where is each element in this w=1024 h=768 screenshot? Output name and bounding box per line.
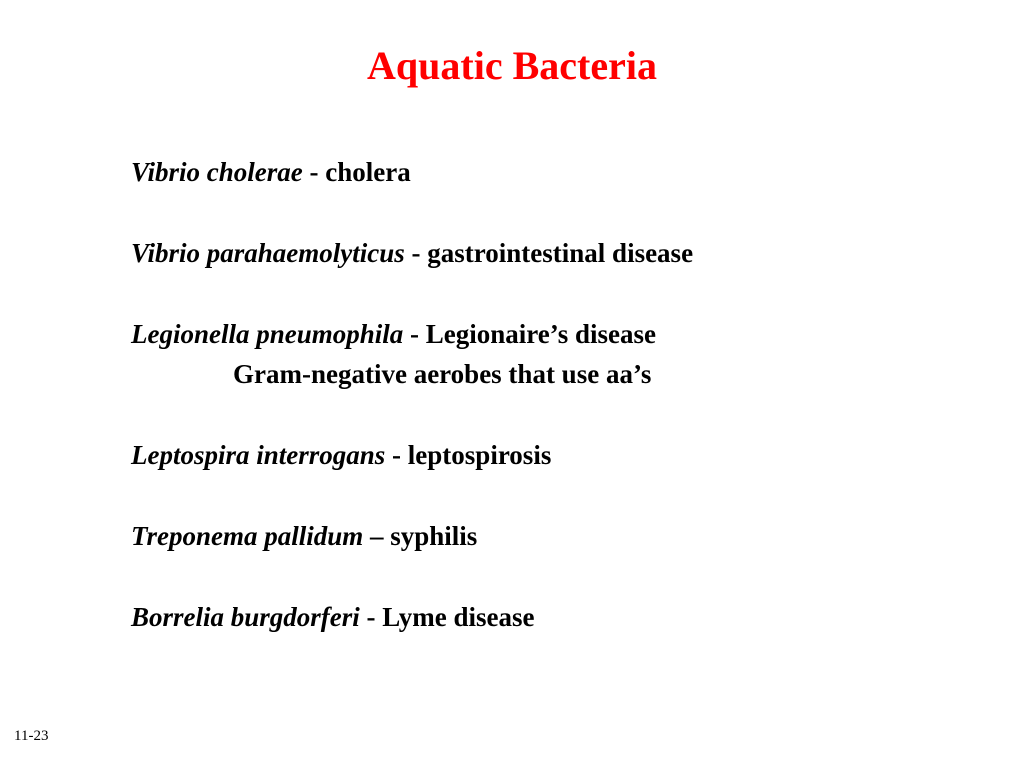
disease-name: cholera [325, 157, 411, 187]
entry-note: Gram-negative aerobes that use aa’s [233, 359, 652, 389]
separator: - [302, 157, 326, 187]
species-name: Legionella pneumophila [131, 319, 404, 349]
list-item [131, 516, 991, 556]
separator: - [403, 319, 426, 349]
list-item [131, 152, 991, 192]
separator: - [404, 238, 428, 268]
list-item [131, 435, 991, 475]
separator: – [363, 521, 391, 551]
disease-name: syphilis [390, 521, 478, 551]
separator: - [385, 440, 408, 470]
disease-name: gastrointestinal disease [427, 238, 694, 268]
species-name: Borrelia burgdorferi [131, 602, 360, 632]
slide-title: Aquatic Bacteria [367, 43, 657, 88]
species-name: Vibrio parahaemolyticus [131, 238, 405, 268]
disease-name: leptospirosis [407, 440, 552, 470]
list-item [131, 233, 991, 273]
species-name: Leptospira interrogans [131, 440, 386, 470]
species-name: Treponema pallidum [131, 521, 364, 551]
separator: - [359, 602, 383, 632]
species-name: Vibrio cholerae [131, 157, 303, 187]
disease-name: Lyme disease [382, 602, 535, 632]
disease-name: Legionaire’s disease [425, 319, 657, 349]
bacteria-list [131, 152, 991, 678]
slide-number: 11-23 [14, 728, 49, 744]
list-item [131, 314, 991, 394]
list-item [131, 597, 991, 637]
